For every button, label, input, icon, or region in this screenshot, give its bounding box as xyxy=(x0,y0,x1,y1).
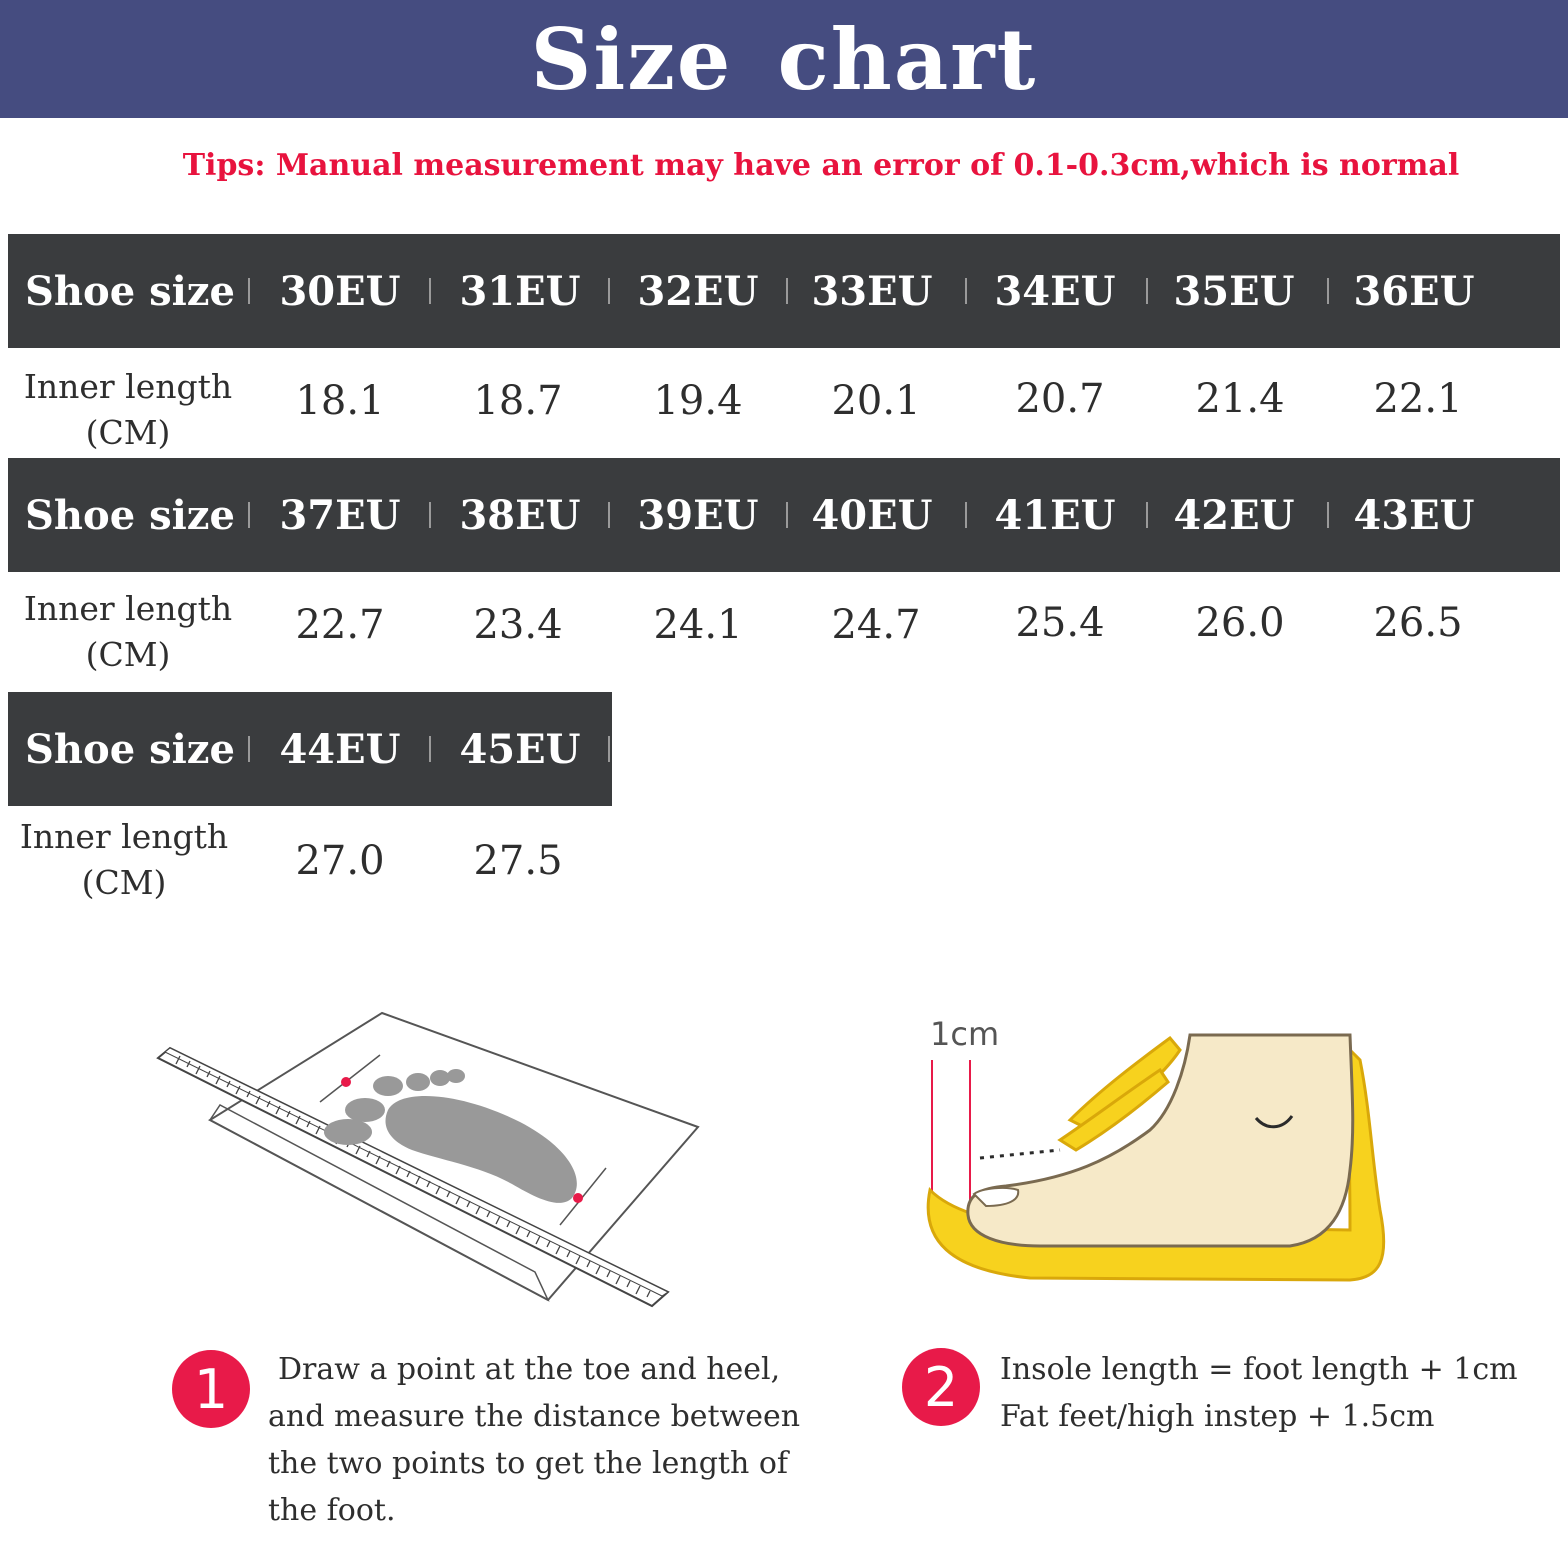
length-cell: 26.0 xyxy=(1195,600,1285,646)
shoe-size-label: Shoe size xyxy=(25,725,235,773)
shoe-size-label: Shoe size xyxy=(25,491,235,539)
step-1-line: the two points to get the length of xyxy=(268,1446,788,1481)
size-row-2 xyxy=(8,458,1560,572)
size-row-1 xyxy=(8,234,1560,348)
size-cell: 38EU xyxy=(459,491,581,539)
size-cell: 34EU xyxy=(994,267,1116,315)
unit-text: (CM) xyxy=(81,863,167,902)
size-cell: 45EU xyxy=(459,725,581,773)
size-cell: 32EU xyxy=(637,267,759,315)
size-cell: 31EU xyxy=(459,267,581,315)
inner-length-text: Inner length xyxy=(23,367,233,406)
step-2-line: Insole length = foot length + 1cm xyxy=(1000,1352,1518,1387)
title-banner xyxy=(0,0,1568,118)
size-row-3 xyxy=(8,692,612,806)
length-cell: 21.4 xyxy=(1195,376,1285,422)
length-cell: 22.7 xyxy=(295,602,385,648)
length-cell: 24.7 xyxy=(831,602,921,648)
length-cell: 26.5 xyxy=(1373,600,1463,646)
unit-text: (CM) xyxy=(85,635,171,674)
length-cell: 27.0 xyxy=(295,838,385,884)
shoe-size-label: Shoe size xyxy=(25,267,235,315)
size-cell: 37EU xyxy=(279,491,401,539)
size-cell: 42EU xyxy=(1173,491,1295,539)
length-cell: 27.5 xyxy=(473,838,563,884)
inner-length-text: Inner length xyxy=(23,589,233,628)
length-cell: 25.4 xyxy=(1015,600,1105,646)
length-cell: 19.4 xyxy=(653,378,743,424)
divider xyxy=(608,736,610,762)
step-1-line: and measure the distance between xyxy=(268,1399,801,1434)
size-cell: 41EU xyxy=(994,491,1116,539)
step-1-text xyxy=(268,1346,800,1534)
heel-point xyxy=(573,1193,583,1203)
length-cell: 18.1 xyxy=(295,378,385,424)
inner-length-label xyxy=(4,814,244,906)
insole-stitch xyxy=(980,1150,1060,1158)
step-2-text xyxy=(1000,1346,1518,1440)
step-1-line: Draw a point at the toe and heel, xyxy=(278,1352,781,1387)
size-cell: 44EU xyxy=(279,725,401,773)
length-cell: 20.7 xyxy=(1015,376,1105,422)
step-2-line: Fat feet/high instep + 1.5cm xyxy=(1000,1399,1435,1434)
size-cell: 43EU xyxy=(1353,491,1475,539)
size-cell: 39EU xyxy=(637,491,759,539)
unit-text: (CM) xyxy=(85,413,171,452)
length-cell: 22.1 xyxy=(1373,376,1463,422)
step-1-line: the foot. xyxy=(268,1493,396,1528)
size-cell: 30EU xyxy=(279,267,401,315)
inner-length-label xyxy=(8,364,248,456)
ruler-footprint-illustration xyxy=(140,1000,720,1320)
length-cell: 20.1 xyxy=(831,378,921,424)
length-cell: 23.4 xyxy=(473,602,563,648)
size-cell: 35EU xyxy=(1173,267,1295,315)
foot-in-insole-illustration xyxy=(910,1010,1410,1310)
size-cell: 33EU xyxy=(811,267,933,315)
step-number-2: 2 xyxy=(902,1348,980,1426)
length-cell: 24.1 xyxy=(653,602,743,648)
inner-length-text: Inner length xyxy=(19,817,229,856)
inner-length-label xyxy=(8,586,248,678)
size-cell: 40EU xyxy=(811,491,933,539)
margin-label: 1cm xyxy=(930,1015,1000,1053)
page-title: Size chart xyxy=(530,9,1038,109)
step-number-1: 1 xyxy=(172,1350,250,1428)
length-cell: 18.7 xyxy=(473,378,563,424)
tips-text: Tips: Manual measurement may have an error of 0.1-0.3cm,which is normal xyxy=(182,148,1460,183)
size-cell: 36EU xyxy=(1353,267,1475,315)
toe-point xyxy=(341,1077,351,1087)
